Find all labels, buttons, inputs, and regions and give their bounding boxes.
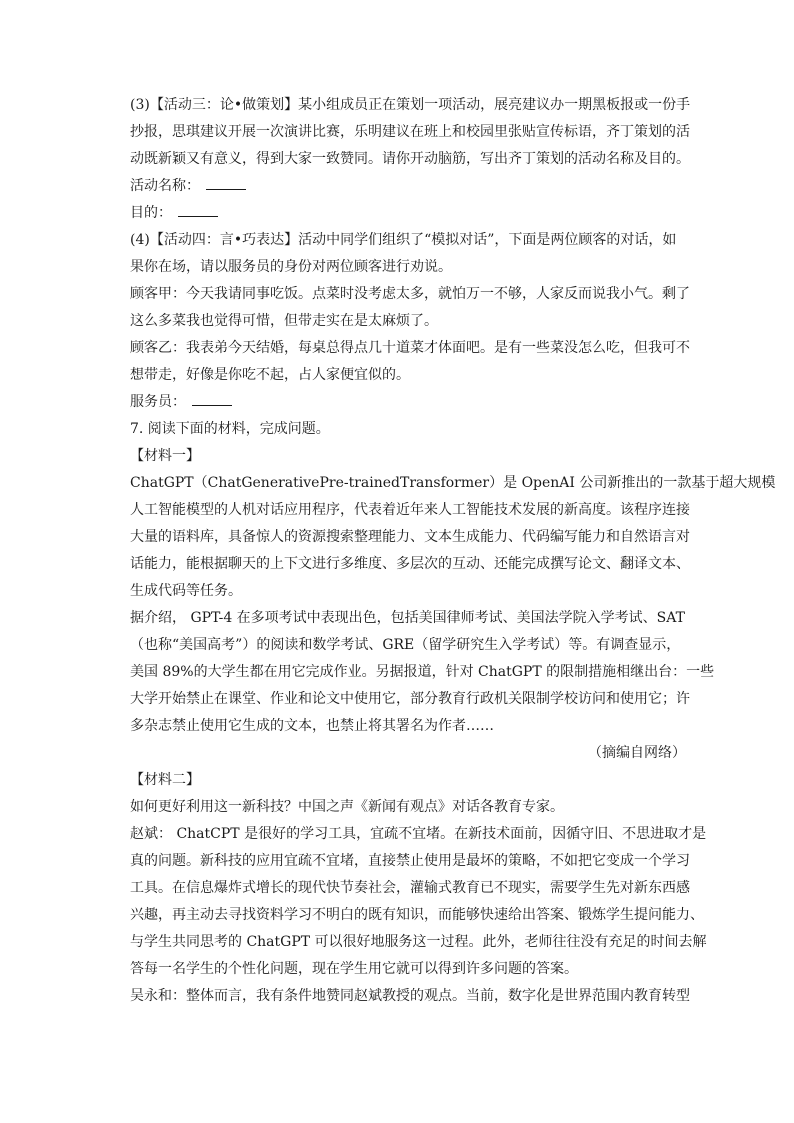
material-1-line: 大量的语料库，具备惊人的资源搜索整理能力、文本生成能力、代码编写能力和自然语言对 (130, 529, 690, 545)
waiter-label: 服务员： (130, 394, 186, 410)
material-1-line: 美国 89%的大学生都在用它完成作业。另据报道，针对 ChatGPT 的限制措施相继出台：一些 (130, 664, 715, 680)
material-1-line: 据介绍， GPT-4 在多项考试中表现出色，包括美国律师考试、美国法学院入学考试、SAT (130, 610, 685, 626)
material-1-line: 人工智能模型的人机对话应用程序，代表着近年来人工智能技术发展的新高度。该程序连接 (130, 502, 690, 518)
material-2-line: 赵斌： ChatCPT 是很好的学习工具，宜疏不宜堵。在新技术面前，因循守旧、不思进取才是 (130, 826, 707, 842)
customer-a-line: 这么多菜我也觉得可惜，但带走实在是太麻烦了。 (130, 313, 438, 329)
material-1-line: 话能力，能根据聊天的上下文进行多维度、多层次的互动、还能完成撰写论文、翻译文本、 (130, 556, 690, 572)
question-7 (130, 416, 776, 1010)
activity-name-blank[interactable] (206, 174, 246, 190)
waiter-row (130, 389, 692, 416)
purpose-row (130, 200, 692, 227)
question-3-line: 抄报，思琪建议开展一次演讲比赛，乐明建议在班上和校园里张贴宣传标语，齐丁策划的活 (130, 124, 690, 140)
question-3-line: (3)【活动三：论•做策划】某小组成员正在策划一项活动，展亮建议办一期黑板报或一份手 (130, 97, 691, 113)
material-2-heading: 【材料二】 (130, 772, 200, 788)
material-2-line: 工具。在信息爆炸式增长的现代快节奏社会，灌输式教育已不现实，需要学生先对新东西感 (130, 880, 690, 896)
material-1-line: 大学开始禁止在课堂、作业和论文中使用它，部分教育行政机关限制学校访问和使用它；许 (130, 691, 690, 707)
question-4 (130, 227, 692, 416)
purpose-label: 目的： (130, 205, 172, 221)
customer-a-line: 顾客甲：今天我请同事吃饭。点菜时没考虑太多，就怕万一不够，人家反而说我小气。剩了 (130, 286, 690, 302)
question-4-line: (4)【活动四：言•巧表达】活动中同学们组织了“模拟对话”，下面是两位顾客的对话，如 (130, 232, 677, 248)
waiter-blank[interactable] (192, 390, 232, 406)
material-2-line: 与学生共同思考的 ChatGPT 可以很好地服务这一过程。此外，老师往往没有充足的时间去解 (130, 934, 707, 950)
material-2-line: 真的问题。新科技的应用宜疏不宜堵，直接禁止使用是最坏的策略，不如把它变成一个学习 (130, 853, 690, 869)
question-7-title: 7. 阅读下面的材料，完成问题。 (130, 421, 330, 437)
customer-b-line: 想带走，好像是你吃不起，占人家便宜似的。 (130, 367, 410, 383)
material-2-line: 兴趣，再主动去寻找资料学习不明白的既有知识，而能够快速给出答案、锻炼学生提问能力、 (130, 907, 704, 923)
material-1-line: （也称“美国高考”）的阅读和数学考试、GRE（留学研究生入学考试）等。有调查显示， (130, 637, 681, 653)
material-1-line: ChatGPT（ChatGenerativePre-trainedTransformer）是 OpenAI 公司新推出的一款基于超大规模 (130, 475, 776, 491)
document-page (130, 92, 776, 1010)
material-2-line: 吴永和：整体而言，我有条件地赞同赵斌教授的观点。当前，数字化是世界范围内教育转型 (130, 988, 690, 1004)
question-3 (130, 92, 692, 227)
customer-b-line: 顾客乙：我表弟今天结婚，每桌总得点几十道菜才体面吧。是有一些菜没怎么吃，但我可不 (130, 340, 690, 356)
material-2-line: 如何更好利用这一新科技？中国之声《新闻有观点》对话各教育专家。 (130, 799, 564, 815)
material-1-line: 多杂志禁止使用它生成的文本，也禁止将其署名为作者…… (130, 718, 494, 734)
material-1-heading: 【材料一】 (130, 448, 200, 464)
material-2-line: 答每一名学生的个性化问题，现在学生用它就可以得到许多问题的答案。 (130, 961, 578, 977)
question-3-line: 动既新颖又有意义，得到大家一致赞同。请你开动脑筋，写出齐丁策划的活动名称及目的。 (130, 151, 690, 167)
question-4-line: 果你在场，请以服务员的身份对两位顾客进行劝说。 (130, 259, 452, 275)
activity-name-label: 活动名称： (130, 178, 200, 194)
activity-name-row (130, 173, 692, 200)
material-1-source: （摘编自网络） (588, 745, 686, 761)
purpose-blank[interactable] (178, 201, 218, 217)
material-1-line: 生成代码等任务。 (130, 583, 242, 599)
